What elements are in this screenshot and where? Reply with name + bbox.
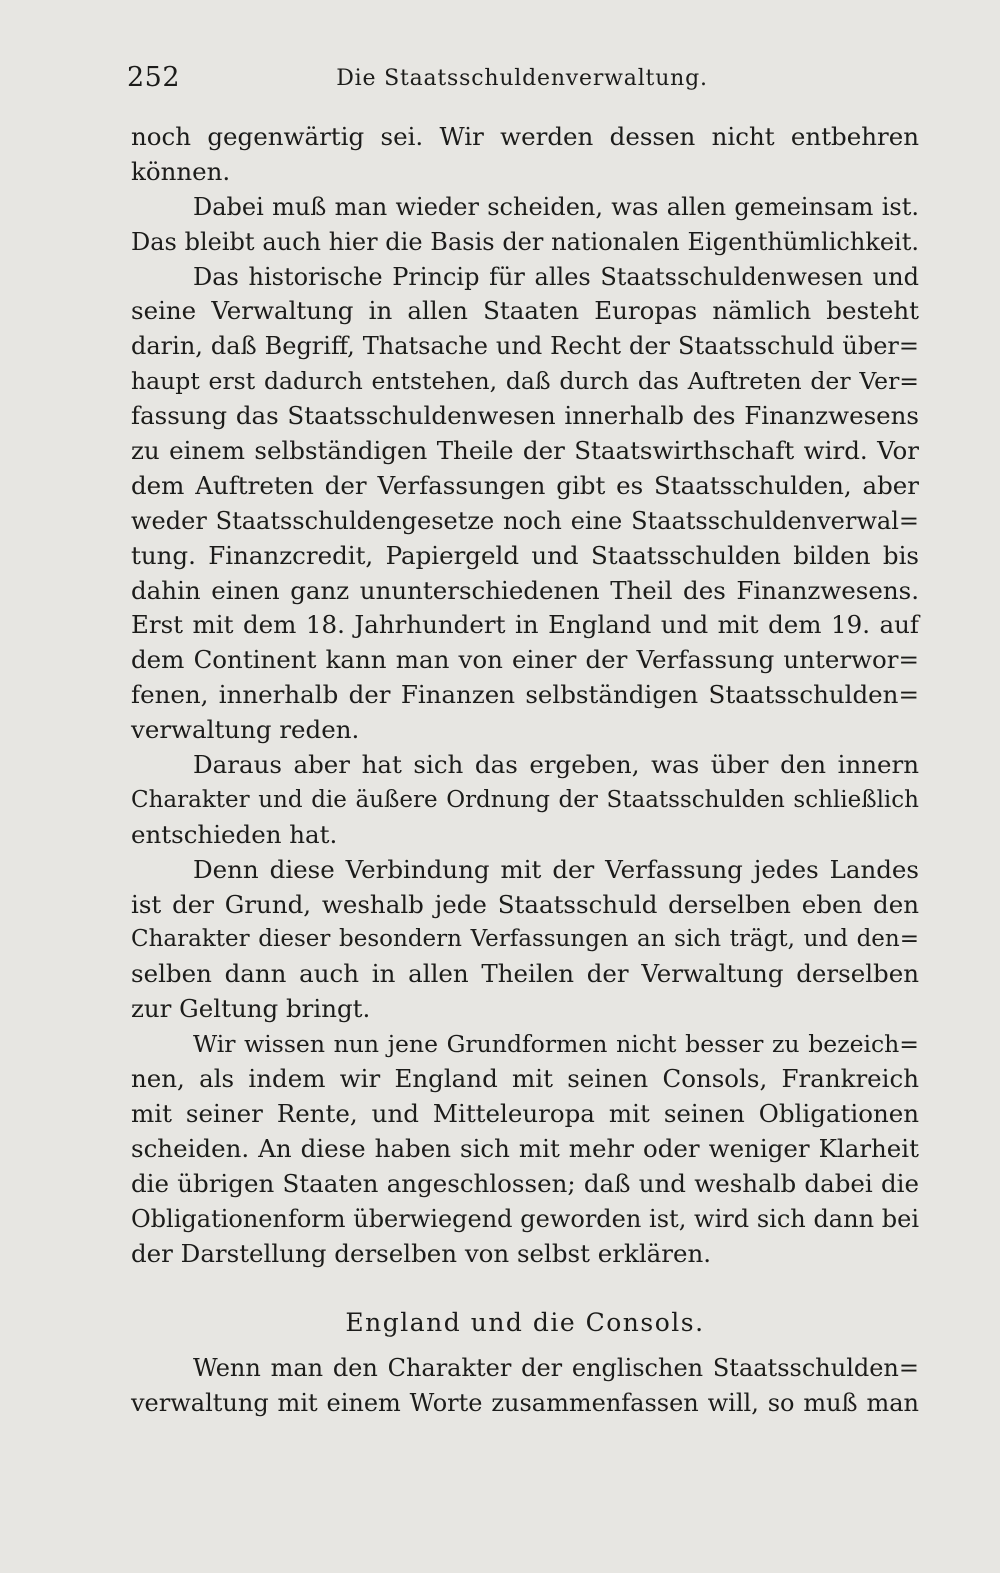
text-line: fassung das Staatsschuldenwesen innerhalb des Finanzwesens: [131, 401, 919, 431]
text-line: seine Verwaltung in allen Staaten Europas nämlich besteht: [131, 296, 919, 326]
text-line: dem Auftreten der Verfassungen gibt es Staatsschulden, aber: [131, 470, 919, 500]
paragraph: [131, 853, 919, 1027]
text-line: haupt erst dadurch entstehen, daß durch das Auftreten der Ver=: [131, 367, 919, 396]
text-line: tung. Finanzcredit, Papiergeld und Staatsschulden bilden bis: [131, 540, 919, 570]
text-line: selben dann auch in allen Theilen der Verwaltung derselben: [131, 959, 919, 989]
paragraph: [131, 260, 919, 748]
text-line: Das historische Princip für alles Staatsschuldenwesen und: [193, 262, 919, 291]
running-title: Die Staatsschuldenverwaltung.: [336, 66, 708, 91]
text-line: scheiden. An diese haben sich mit mehr oder weniger Klarheit: [131, 1133, 919, 1163]
text-line: Daraus aber hat sich das ergeben, was über den innern: [193, 750, 919, 780]
text-line: nen, als indem wir England mit seinen Consols, Frankreich: [131, 1064, 919, 1094]
text-line: Denn diese Verbindung mit der Verfassung jedes Landes: [193, 854, 919, 884]
text-line: die übrigen Staaten angeschlossen; daß und weshalb dabei die: [131, 1168, 919, 1198]
body-text: [131, 120, 919, 1421]
text-line: zu einem selbständigen Theile der Staatswirthschaft wird. Vor: [131, 436, 919, 466]
paragraph: [131, 1027, 919, 1271]
text-line: Charakter dieser besondern Verfassungen an sich trägt, und den=: [131, 926, 919, 953]
spacer: [131, 1341, 919, 1351]
text-line: verwaltung reden.: [131, 715, 360, 745]
text-line: Erst mit dem 18. Jahrhundert in England und mit dem 19. auf: [131, 610, 919, 640]
text-line: weder Staatsschuldengesetze noch eine Staatsschuldenverwal=: [131, 506, 919, 535]
text-line: Dabei muß man wieder scheiden, was allen gemeinsam ist.: [193, 192, 919, 221]
text-line: ist der Grund, weshalb jede Staatsschuld derselben eben den: [131, 889, 919, 919]
text-line: darin, daß Begriff, Thatsache und Recht der Staatsschuld über=: [131, 332, 919, 361]
text-line: Das bleibt auch hier die Basis der nationalen Eigenthümlichkeit.: [131, 227, 919, 256]
text-line: noch gegenwärtig sei. Wir werden dessen nicht entbehren: [131, 122, 919, 151]
text-line: können.: [131, 156, 231, 186]
running-head: [127, 62, 917, 102]
paragraph: [131, 748, 919, 853]
text-line: entschieden hat.: [131, 819, 338, 849]
text-line: Obligationenform überwiegend geworden ist, wird sich dann bei: [131, 1204, 919, 1233]
text-line: mit seiner Rente, und Mitteleuropa mit seinen Obligationen: [131, 1098, 919, 1128]
text-line: dem Continent kann man von einer der Verfassung unterwor=: [131, 645, 919, 675]
text-line: Wir wissen nun jene Grundformen nicht besser zu bezeich=: [193, 1030, 919, 1059]
text-line: dahin einen ganz ununterschiedenen Theil des Finanzwesens.: [131, 575, 919, 605]
paragraph: [131, 190, 919, 260]
page-number: 252: [127, 62, 181, 93]
text-line: zur Geltung bringt.: [131, 994, 371, 1024]
text-line: der Darstellung derselben von selbst erklären.: [131, 1238, 712, 1268]
text-line: Wenn man den Charakter der englischen Staatsschulden=: [193, 1354, 919, 1383]
text-line: verwaltung mit einem Worte zusammenfassen will, so muß man: [131, 1389, 919, 1418]
text-line: fenen, innerhalb der Finanzen selbständigen Staatsschulden=: [131, 680, 919, 710]
paragraph: [131, 1351, 919, 1421]
section-heading: England und die Consols.: [345, 1308, 705, 1338]
text-line: Charakter und die äußere Ordnung der Staatsschulden schließlich: [131, 786, 919, 813]
paragraph: [131, 120, 919, 190]
spacer: [131, 1271, 919, 1305]
